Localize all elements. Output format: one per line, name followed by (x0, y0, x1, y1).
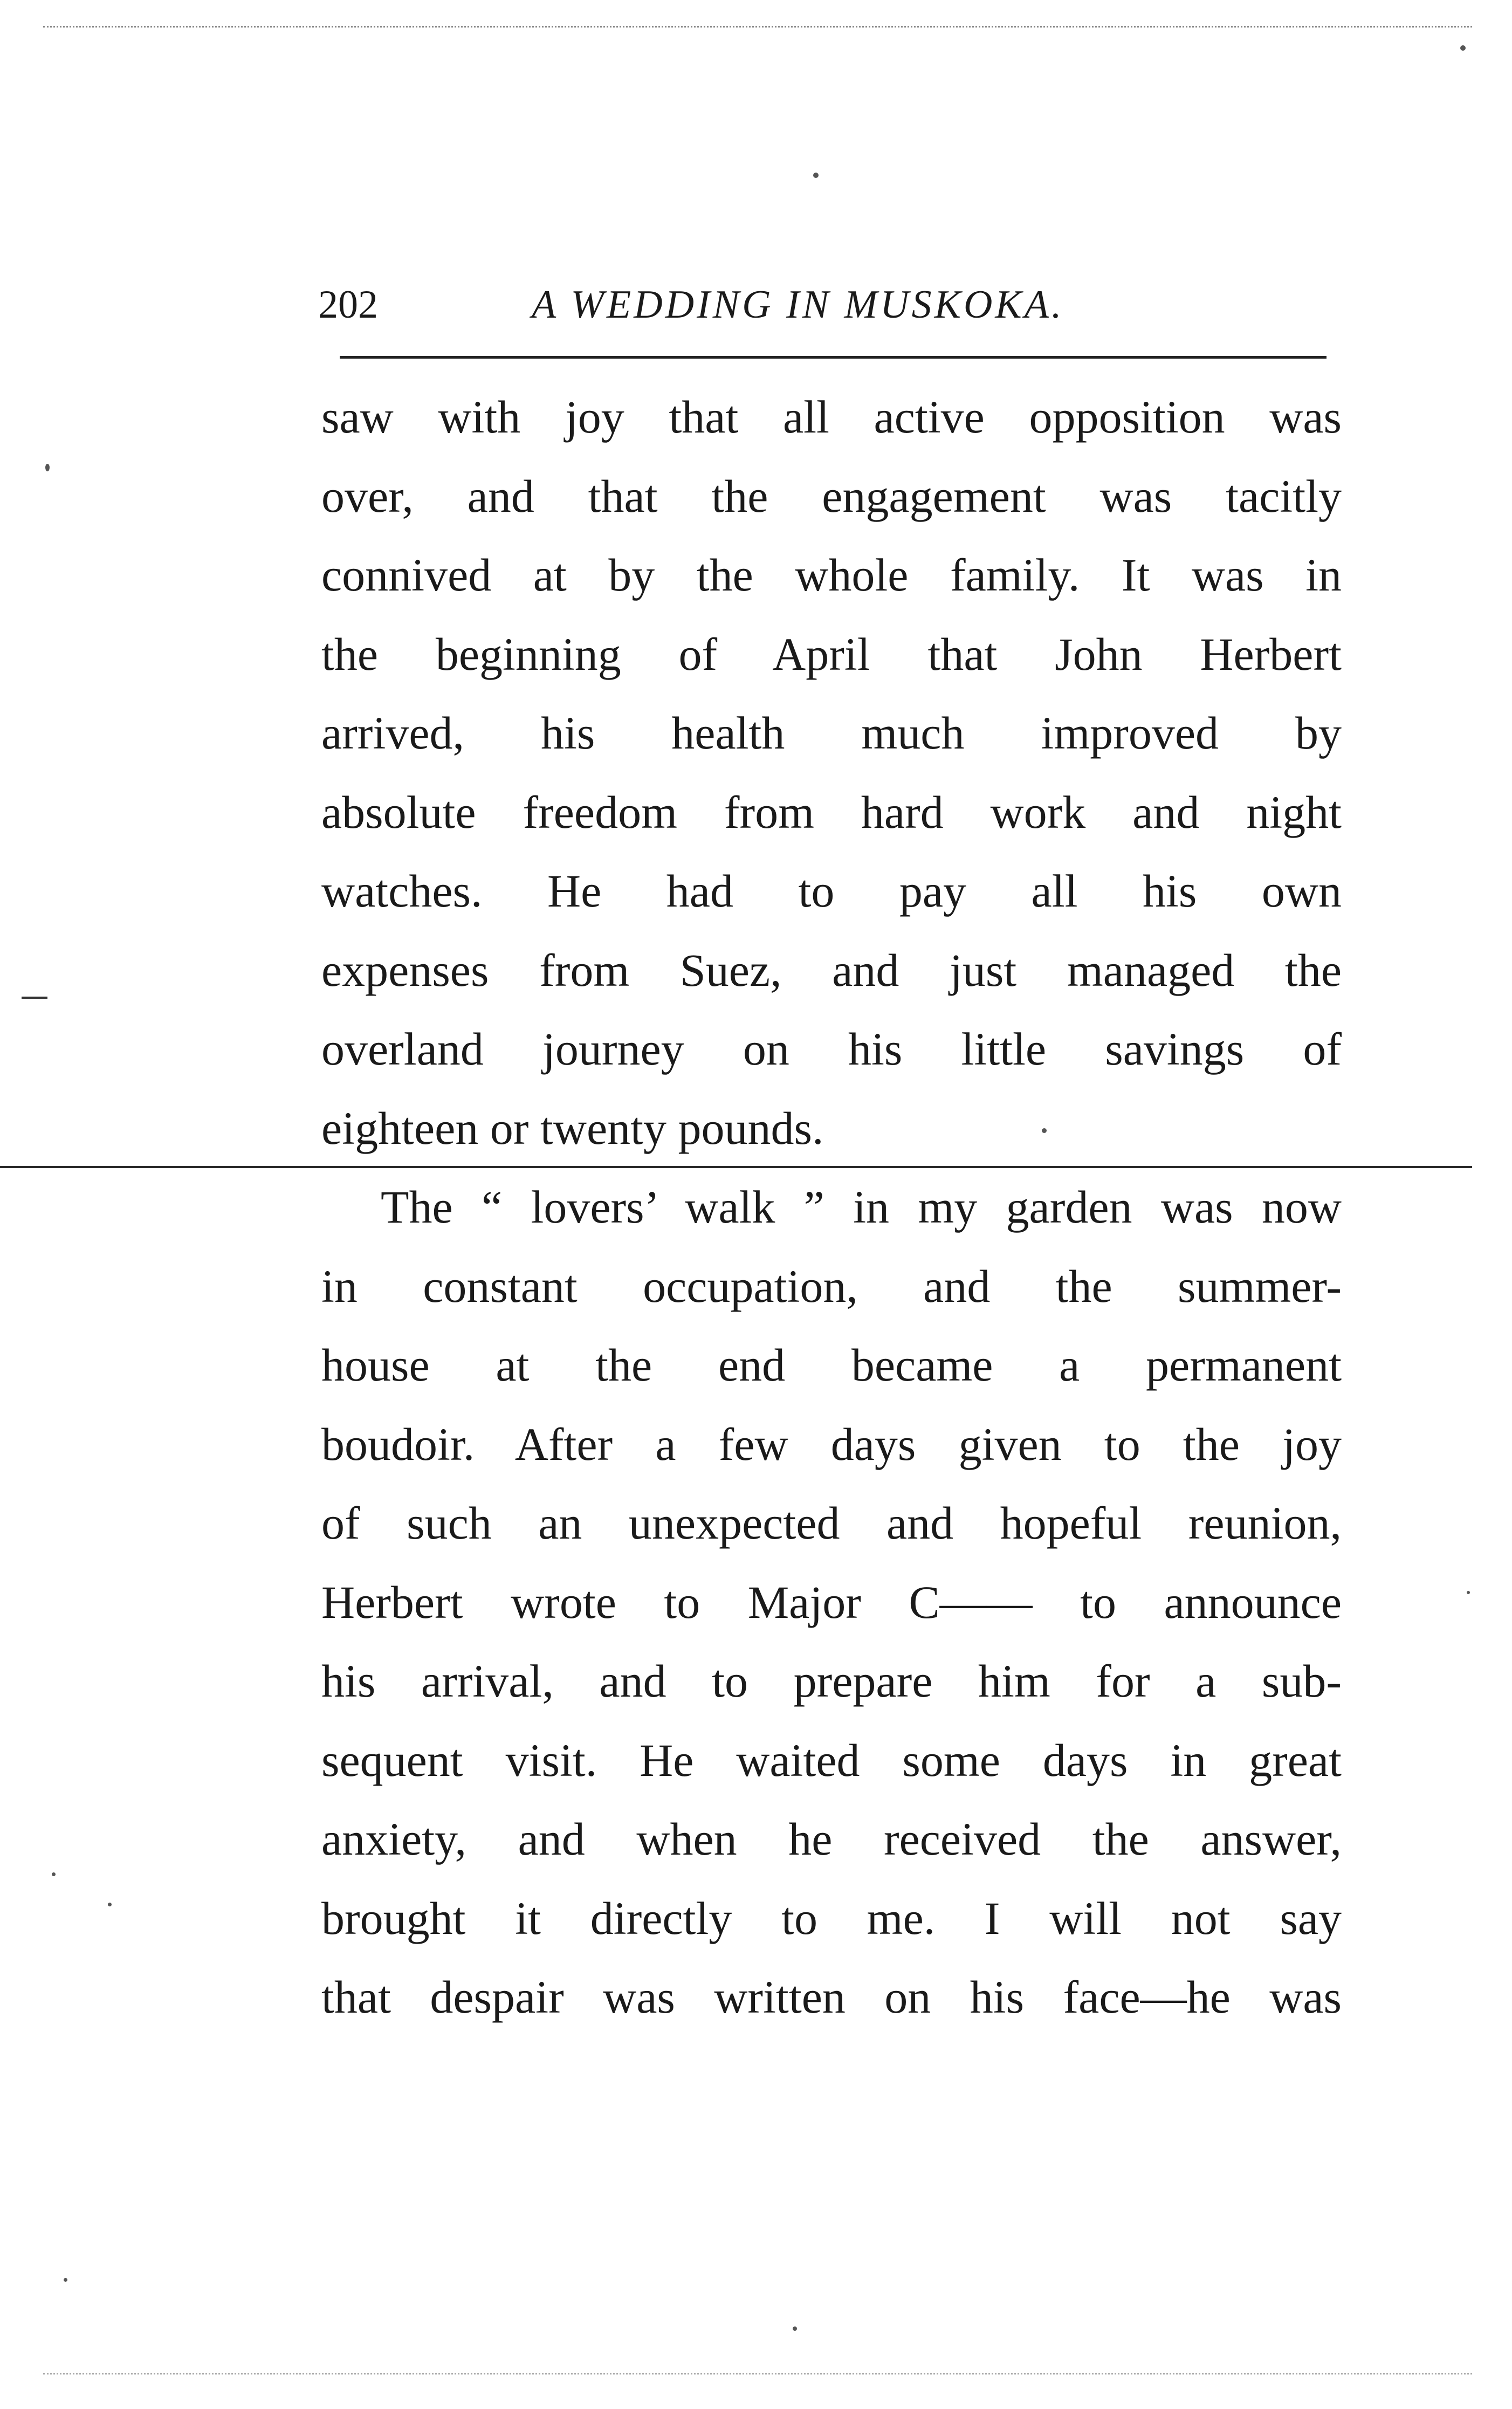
scan-speck (64, 2278, 67, 2282)
text-line: watches. He had to pay all his own (321, 865, 1342, 917)
scan-bottom-edge (43, 2373, 1472, 2376)
text-line: of such an unexpected and hopeful reunion, (321, 1497, 1342, 1549)
header-rule (340, 356, 1327, 359)
text-line: absolute freedom from hard work and night (321, 786, 1342, 838)
text-line: that despair was written on his face—he was (321, 1971, 1342, 2023)
text-line: eighteen or twenty pounds. (321, 1102, 824, 1154)
page-number: 202 (318, 283, 378, 327)
text-line: arrived, his health much improved by (321, 707, 1342, 759)
scan-speck (813, 173, 819, 178)
paragraph-start-line: The “ lovers’ walk ” in my garden was now (381, 1181, 1342, 1233)
body-text (321, 378, 1342, 2037)
text-line: over, and that the engagement was tacitly (321, 470, 1342, 522)
text-line: the beginning of April that John Herbert (321, 628, 1342, 680)
running-header (318, 272, 1343, 337)
text-line: saw with joy that all active opposition was (321, 391, 1342, 443)
scan-speck (52, 1872, 56, 1876)
text-line: sequent visit. He waited some days in great (321, 1734, 1342, 1786)
text-line: house at the end became a permanent (321, 1339, 1342, 1391)
margin-mark (22, 997, 47, 999)
scan-speck (45, 464, 50, 471)
text-line: boudoir. After a few days given to the joy (321, 1418, 1342, 1470)
text-line: his arrival, and to prepare him for a sub- (321, 1655, 1342, 1707)
text-line: in constant occupation, and the summer- (321, 1260, 1342, 1312)
scan-speck (108, 1903, 112, 1906)
scan-top-edge (43, 26, 1472, 29)
text-line: connived at by the whole family. It was in (321, 549, 1342, 601)
scan-speck (793, 2326, 797, 2331)
text-line: brought it directly to me. I will not say (321, 1892, 1342, 1944)
text-line: expenses from Suez, and just managed the (321, 944, 1342, 996)
scan-speck (1467, 1591, 1470, 1594)
text-line: anxiety, and when he received the answer, (321, 1813, 1342, 1865)
text-line: overland journey on his little savings of (321, 1023, 1342, 1075)
text-line: Herbert wrote to Major C—— to announce (321, 1576, 1342, 1628)
running-title: A WEDDING IN MUSKOKA. (532, 283, 1064, 327)
scan-speck (1460, 45, 1466, 51)
